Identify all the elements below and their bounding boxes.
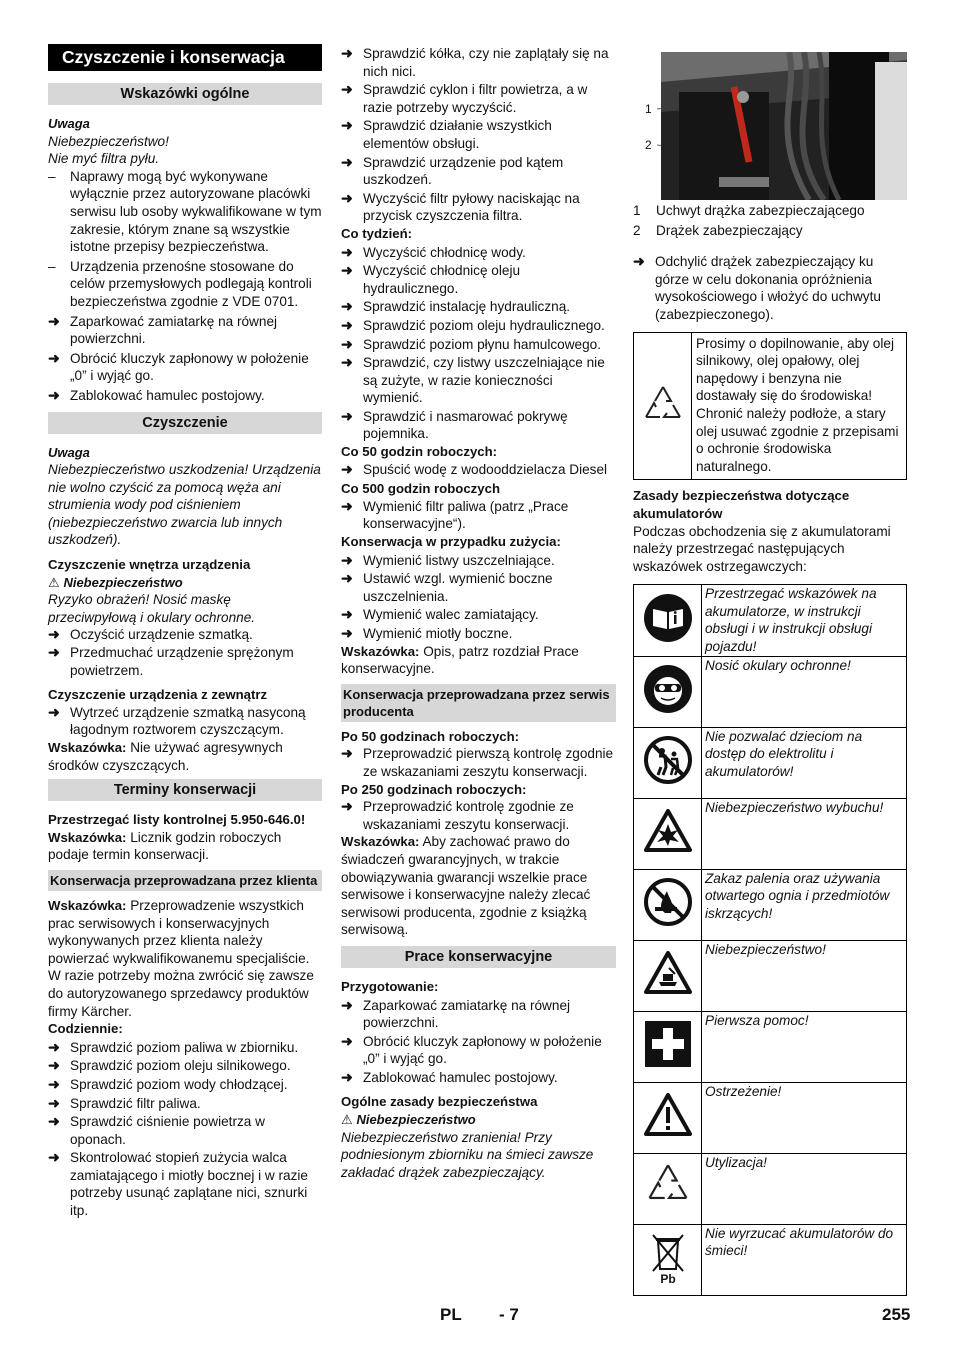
symbol-text: Nie pozwalać dzieciom na dostęp do elektrolitu i akumulatorów!: [702, 727, 907, 798]
symbol-text: Ostrzeżenie!: [702, 1082, 907, 1153]
warning-icon: [634, 1082, 702, 1153]
after50-label: Po 50 godzinach roboczych:: [341, 728, 520, 744]
battery-heading: Zasady bezpieczeństwa dotyczące akumulatorów: [633, 488, 850, 521]
terms-hint: Wskazówka: Licznik godzin roboczych podaje termin konserwacji.: [48, 829, 282, 863]
dash-item: – Urządzenia przenośne stosowane do celów przemysłowych podlegają kontroli bezpieczeństwa zgodnie z VDE 0701.: [48, 258, 322, 311]
symbol-row: [634, 1011, 907, 1082]
customer-heading: Konserwacja przeprowadzana przez klienta: [48, 870, 322, 891]
step-item: ➜ Sprawdzić ciśnienie powietrza w oponach.: [48, 1113, 265, 1147]
step-item: ➜ Wyczyścić filtr pyłowy naciskając na przycisk czyszczenia filtra.: [341, 189, 580, 224]
symbol-row: [634, 585, 907, 656]
warranty-hint: Wskazówka: Aby zachować prawo do świadczeń gwarancyjnych, w trakcie obowiązywania gwarancji wszelkie prace serwisowe i konserwacyjne należy zlecać serwisowi producenta, zgodnie z książką serwisową.: [341, 834, 591, 938]
footer-page-number: 255: [882, 1305, 911, 1324]
arrow-icon: ➜: [48, 1075, 60, 1092]
arrow-icon: ➜: [341, 1068, 353, 1085]
arrow-icon: ➜: [341, 1032, 353, 1049]
arrow-icon: ➜: [341, 316, 353, 333]
explosion-icon: [634, 798, 702, 869]
step-item: ➜ Zaparkować zamiatarkę na równej powierzchni.: [48, 312, 278, 347]
arrow-icon: ➜: [48, 1113, 60, 1130]
note-line: Nie myć filtra pyłu.: [48, 151, 160, 167]
warning-triangle-icon: ⚠: [341, 1112, 353, 1128]
h500-label: Co 500 godzin roboczych: [341, 481, 501, 497]
arrow-icon: ➜: [48, 386, 60, 403]
symbol-text: Nosić okulary ochronne!: [702, 656, 907, 727]
arrow-icon: ➜: [341, 570, 353, 587]
arrow-icon: ➜: [341, 262, 353, 279]
safety-note: Niebezpieczeństwo zranienia! Przy podniesionym zbiorniku na śmieci zawsze zakładać drążek zabezpieczający.: [341, 1129, 594, 1180]
note-label: Uwaga: [48, 116, 90, 131]
exterior-hint: Wskazówka: Nie używać agresywnych środków czyszczących.: [48, 740, 283, 773]
interior-heading: Czyszczenie wnętrza urządzenia: [48, 557, 251, 573]
step-item: ➜ Zaparkować zamiatarkę na równej powierzchni.: [341, 996, 571, 1031]
pb-label: Pb: [659, 1272, 676, 1286]
checklist-note: Przestrzegać listy kontrolnej 5.950-646.0!: [48, 812, 306, 828]
goggles-icon: [634, 656, 702, 727]
arrow-icon: ➜: [341, 497, 353, 514]
battery-intro: Podczas obchodzenia się z akumulatorami należy przestrzegać następujących wskazówek ostrzegawczych:: [633, 523, 891, 574]
arrow-icon: ➜: [341, 81, 353, 98]
recycle-icon: [634, 1153, 702, 1224]
arrow-icon: ➜: [48, 703, 60, 720]
arrow-icon: ➜: [48, 1094, 60, 1111]
symbol-row: [634, 727, 907, 798]
symbol-text: Niebezpieczeństwo!: [702, 940, 907, 1011]
arrow-icon: ➜: [341, 153, 353, 170]
arrow-icon: ➜: [341, 606, 353, 623]
arrow-icon: ➜: [48, 626, 60, 643]
step-item: ➜ Ustawić wzgl. wymienić boczne uszczelnienia.: [341, 570, 553, 604]
acid-icon: [634, 940, 702, 1011]
manual-icon: [634, 585, 702, 656]
arrow-icon: ➜: [341, 625, 353, 641]
wear-hint: Wskazówka: Opis, patrz rozdział Prace konserwacyjne.: [341, 643, 579, 677]
photo-legend: [633, 202, 907, 239]
symbol-row: [634, 656, 907, 727]
step-item: ➜ Obrócić kluczyk zapłonowy w położenie „0” i wyjąć go.: [48, 349, 309, 384]
arrow-icon: ➜: [341, 996, 353, 1013]
weekly-label: Co tydzień:: [341, 225, 413, 241]
symbol-row: [634, 1082, 907, 1153]
step-item: ➜ Wymienić listwy uszczelniające.: [341, 551, 555, 568]
daily-label: Codziennie:: [48, 1021, 123, 1037]
step-item: ➜ Sprawdzić kółka, czy nie zaplątały się na nich nici.: [341, 45, 609, 79]
exterior-heading: Czyszczenie urządzenia z zewnątrz: [48, 687, 268, 703]
symbol-text: Niebezpieczeństwo wybuchu!: [702, 798, 907, 869]
step-item: ➜ Sprawdzić i nasmarować pokrywę pojemnika.: [341, 407, 568, 442]
arrow-icon: ➜: [48, 644, 60, 661]
step-item: ➜ Wymienić filtr paliwa (patrz „Prace konserwacyjne“).: [341, 497, 569, 532]
step-item: ➜ Wytrzeć urządzenie szmatką nasyconą łagodnym roztworem czyszczącym.: [48, 703, 306, 738]
arrow-icon: ➜: [341, 354, 353, 371]
step-item: ➜ Oczyścić urządzenie szmatką.: [48, 626, 253, 643]
arrow-icon: ➜: [341, 45, 353, 61]
no-fire-icon: [634, 869, 702, 940]
legend-item: 1 Uchwyt drążka zabezpieczającego: [633, 203, 865, 218]
arrow-icon: ➜: [633, 253, 645, 270]
step-item: ➜ Obrócić kluczyk zapłonowy w położenie „0” i wyjąć go.: [341, 1032, 602, 1067]
no-trash-icon: [634, 1224, 702, 1295]
step-item: ➜ Sprawdzić działanie wszystkich elementów obsługi.: [341, 117, 552, 151]
step-item: ➜ Sprawdzić poziom płynu hamulcowego.: [341, 335, 602, 352]
symbol-row: [634, 940, 907, 1011]
step-item: ➜ Wymienić walec zamiatający.: [341, 606, 539, 623]
step-item: ➜ Przeprowadzić kontrolę zgodnie ze wskazaniami zeszytu konserwacji.: [341, 798, 574, 832]
note-line: Niebezpieczeństwo!: [48, 133, 169, 149]
battery-symbols-table: [633, 584, 907, 1295]
note-label: Uwaga: [48, 444, 90, 460]
section-work-heading: Prace konserwacyjne: [341, 946, 616, 968]
step-item: ➜ Sprawdzić cyklon i filtr powietrza, a w razie potrzeby wyczyścić.: [341, 81, 588, 115]
safety-label: Ogólne zasady bezpieczeństwa: [341, 1094, 538, 1110]
customer-hint: Wskazówka: Przeprowadzenie wszystkich prac serwisowych i konserwacyjnych wykonywanych przez klienta należy powierzać wykwalifikowanemu specjaliście. W razie potrzeby można zwrócić się zawsze do autoryzowanego sprzedawcy produktów firmy Kärcher.: [48, 897, 314, 1019]
step-item: ➜ Sprawdzić filtr paliwa.: [48, 1094, 201, 1111]
step-item: ➜ Sprawdzić poziom wody chłodzącej.: [48, 1075, 288, 1092]
column-1: [48, 44, 322, 1220]
arrow-icon: ➜: [341, 407, 353, 424]
warning-triangle-icon: ⚠: [48, 574, 60, 590]
symbol-text: Nie wyrzucać akumulatorów do śmieci!: [702, 1224, 907, 1295]
arrow-icon: ➜: [341, 243, 353, 260]
arrow-icon: ➜: [341, 117, 353, 134]
safety-bar-photo: [639, 52, 907, 200]
arrow-icon: ➜: [341, 335, 353, 352]
arrow-icon: ➜: [341, 460, 353, 477]
page-title: Czyszczenie i konserwacja: [48, 44, 322, 71]
prep-label: Przygotowanie:: [341, 978, 439, 994]
first-aid-icon: [634, 1011, 702, 1082]
step-item: ➜ Wymienić miotły boczne.: [341, 625, 513, 641]
arrow-icon: ➜: [341, 298, 353, 315]
h50-label: Co 50 godzin roboczych:: [341, 444, 498, 460]
cleaning-note: Niebezpieczeństwo uszkodzenia! Urządzenia nie wolno czyścić za pomocą węża ani strumienia wody pod ciśnieniem (niebezpieczeństwo zwarcia lub innych uszkodzeń).: [48, 462, 321, 548]
symbol-row: [634, 1153, 907, 1224]
step-item: ➜ Odchylić drążek zabezpieczający ku górze w celu dokonania opróżnienia wysokościowego i włożyć do uchwytu (zabezpieczonego).: [633, 253, 881, 322]
step-item: ➜ Przeprowadzić pierwszą kontrolę zgodnie ze wskazaniami zeszytu konserwacji.: [341, 745, 614, 779]
arrow-icon: ➜: [341, 798, 353, 815]
danger-line: ⚠ Niebezpieczeństwo: [341, 1112, 476, 1128]
footer-language: PL: [440, 1305, 462, 1324]
step-item: ➜ Sprawdzić poziom paliwa w zbiorniku.: [48, 1038, 299, 1055]
arrow-icon: ➜: [48, 312, 60, 329]
section-terms-heading: Terminy konserwacji: [48, 779, 322, 801]
environment-note-box: [633, 332, 907, 481]
column-3: [633, 52, 907, 1296]
step-item: ➜ Przedmuchać urządzenie sprężonym powietrzem.: [48, 644, 294, 678]
step-item: ➜ Spuścić wodę z wodooddzielacza Diesel: [341, 460, 608, 477]
symbol-text: Utylizacja!: [702, 1153, 907, 1224]
interior-note: Ryzyko obrażeń! Nosić maskę przeciwpyłową i okulary ochronne.: [48, 592, 256, 625]
step-item: ➜ Wyczyścić chłodnicę oleju hydraulicznego.: [341, 262, 521, 296]
step-item: ➜ Wyczyścić chłodnicę wody.: [341, 243, 526, 260]
step-item: ➜ Zablokować hamulec postojowy.: [48, 386, 265, 403]
step-item: ➜ Sprawdzić poziom oleju silnikowego.: [48, 1057, 291, 1074]
footer-local-page: - 7: [499, 1305, 519, 1324]
danger-line: ⚠ Niebezpieczeństwo: [48, 574, 183, 590]
machine-photo: [639, 52, 907, 200]
step-item: ➜ Sprawdzić instalację hydrauliczną.: [341, 298, 571, 315]
arrow-icon: ➜: [48, 349, 60, 366]
arrow-icon: ➜: [341, 745, 353, 762]
environment-note-text: Prosimy o dopilnowanie, aby olej silnikowy, olej opałowy, olej napędowy i benzyna nie dostawały się do środowiska! Chronić należy podłoże, a stary olej usuwać zgodnie z przepisami o ochronie środowiska naturalnego.: [696, 335, 899, 474]
arrow-icon: ➜: [341, 551, 353, 568]
legend-item: 2 Drążek zabezpieczający: [633, 222, 803, 238]
step-item: ➜ Sprawdzić, czy listwy uszczelniające nie są zużyte, w razie konieczności wymienić.: [341, 354, 605, 406]
section-cleaning-heading: Czyszczenie: [48, 412, 322, 434]
service-heading: Konserwacja przeprowadzana przez serwis producenta: [341, 684, 616, 722]
after250-label: Po 250 godzinach roboczych:: [341, 781, 527, 797]
section-general-heading: Wskazówki ogólne: [48, 83, 322, 105]
symbol-text: Zakaz palenia oraz używania otwartego ognia i przedmiotów iskrzących!: [702, 869, 907, 940]
no-children-icon: [634, 727, 702, 798]
symbol-text: Przestrzegać wskazówek na akumulatorze, w instrukcji obsługi i w instrukcji obsługi pojazdu!: [702, 585, 907, 656]
step-item: ➜ Sprawdzić poziom oleju hydraulicznego.: [341, 316, 605, 333]
symbol-row: [634, 1224, 907, 1295]
step-item: ➜ Zablokować hamulec postojowy.: [341, 1068, 558, 1085]
symbol-row: [634, 798, 907, 869]
symbol-text: Pierwsza pomoc!: [702, 1011, 907, 1082]
arrow-icon: ➜: [48, 1149, 60, 1166]
symbol-row: [634, 869, 907, 940]
step-item: ➜ Skontrolować stopień zużycia walca zamiatającego i miotły bocznej i w razie potrzeby usunąć zaplątane nici, sznurki itp.: [48, 1149, 308, 1219]
column-2: [341, 44, 616, 1181]
arrow-icon: ➜: [341, 189, 353, 206]
callout-2: 2: [645, 138, 652, 152]
wear-label: Konserwacja w przypadku zużycia:: [341, 534, 561, 550]
arrow-icon: ➜: [48, 1057, 60, 1074]
recycle-icon: [634, 333, 692, 480]
callout-1: 1: [645, 102, 652, 116]
step-item: ➜ Sprawdzić urządzenie pod kątem uszkodzeń.: [341, 153, 564, 188]
arrow-icon: ➜: [48, 1038, 60, 1055]
dash-item: – Naprawy mogą być wykonywane wyłącznie przez autoryzowane placówki serwisu lub osoby wykwalifikowane w tym zakresie, którym znane są wszystkie istotne przepisy bezpieczeństwa.: [48, 168, 322, 256]
